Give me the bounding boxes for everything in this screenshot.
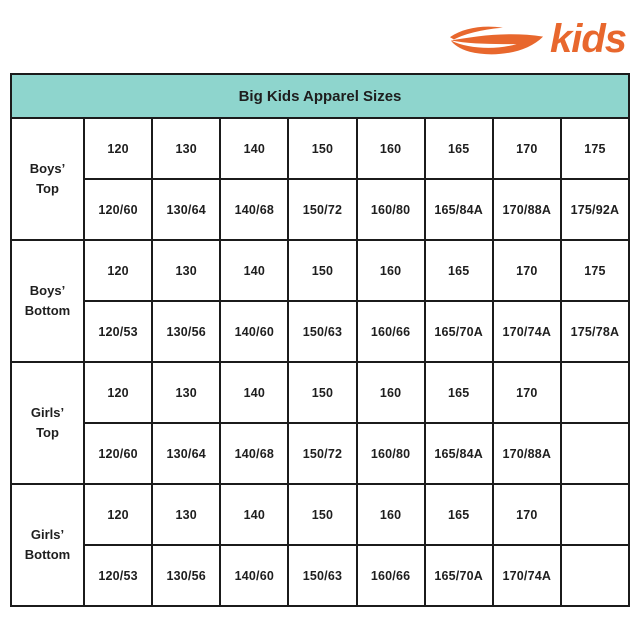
size-cell: 150 [288, 240, 356, 301]
table-row [11, 240, 629, 301]
size-cell: 165 [425, 240, 493, 301]
size-cell: 130 [152, 362, 220, 423]
anta-swoosh-icon [448, 23, 546, 59]
size-cell: 160 [357, 240, 425, 301]
detail-size-cell: 165/84A [425, 179, 493, 240]
size-cell: 170 [493, 240, 561, 301]
detail-size-cell-empty [561, 545, 629, 606]
detail-size-cell: 130/56 [152, 301, 220, 362]
size-chart-table [10, 73, 630, 607]
table-row [11, 179, 629, 240]
brand-logo [448, 16, 630, 62]
size-cell: 170 [493, 484, 561, 545]
size-cell: 130 [152, 240, 220, 301]
size-cell: 175 [561, 240, 629, 301]
group-label-boys-top [11, 118, 84, 240]
group-label-line: Top [36, 425, 59, 440]
detail-size-cell: 170/88A [493, 179, 561, 240]
detail-size-cell: 165/70A [425, 301, 493, 362]
table-title-row [11, 74, 629, 118]
table-row [11, 301, 629, 362]
size-cell: 150 [288, 484, 356, 545]
group-label-line: Bottom [24, 547, 71, 562]
detail-size-cell: 140/60 [220, 301, 288, 362]
size-cell: 160 [357, 484, 425, 545]
detail-size-cell: 160/80 [357, 423, 425, 484]
size-cell-empty [561, 484, 629, 545]
group-label-line: Girls’ [30, 404, 65, 420]
detail-size-cell: 165/70A [425, 545, 493, 606]
detail-size-cell: 120/53 [84, 301, 152, 362]
size-cell: 140 [220, 362, 288, 423]
size-cell: 160 [357, 362, 425, 423]
size-cell: 120 [84, 362, 152, 423]
size-cell: 165 [425, 484, 493, 545]
detail-size-cell: 150/63 [288, 301, 356, 362]
detail-size-cell: 170/74A [493, 545, 561, 606]
size-cell: 130 [152, 118, 220, 179]
size-cell: 140 [220, 484, 288, 545]
detail-size-cell: 120/60 [84, 423, 152, 484]
brand-wordmark: kids [549, 17, 626, 61]
group-label-girls-top [11, 362, 84, 484]
size-cell: 120 [84, 118, 152, 179]
detail-size-cell: 140/68 [220, 423, 288, 484]
detail-size-cell: 130/64 [152, 423, 220, 484]
size-cell: 170 [493, 118, 561, 179]
detail-size-cell: 175/92A [561, 179, 629, 240]
size-cell: 120 [84, 240, 152, 301]
group-label-line: Boys’ [29, 160, 66, 176]
size-cell: 170 [493, 362, 561, 423]
detail-size-cell: 165/84A [425, 423, 493, 484]
size-cell: 150 [288, 362, 356, 423]
detail-size-cell: 120/53 [84, 545, 152, 606]
size-cell: 150 [288, 118, 356, 179]
table-row [11, 545, 629, 606]
detail-size-cell-empty [561, 423, 629, 484]
table-row [11, 362, 629, 423]
size-cell: 175 [561, 118, 629, 179]
group-label-line: Bottom [24, 303, 71, 318]
detail-size-cell: 150/72 [288, 423, 356, 484]
size-cell: 140 [220, 118, 288, 179]
detail-size-cell: 160/66 [357, 545, 425, 606]
size-cell: 160 [357, 118, 425, 179]
table-row [11, 118, 629, 179]
size-cell: 120 [84, 484, 152, 545]
group-label-line: Girls’ [30, 526, 65, 542]
detail-size-cell: 160/66 [357, 301, 425, 362]
detail-size-cell: 170/88A [493, 423, 561, 484]
size-cell: 165 [425, 362, 493, 423]
detail-size-cell: 130/56 [152, 545, 220, 606]
detail-size-cell: 170/74A [493, 301, 561, 362]
detail-size-cell: 175/78A [561, 301, 629, 362]
detail-size-cell: 140/68 [220, 179, 288, 240]
size-cell: 130 [152, 484, 220, 545]
size-cell-empty [561, 362, 629, 423]
size-cell: 140 [220, 240, 288, 301]
group-label-girls-bottom [11, 484, 84, 606]
detail-size-cell: 130/64 [152, 179, 220, 240]
detail-size-cell: 150/72 [288, 179, 356, 240]
size-cell: 165 [425, 118, 493, 179]
group-label-line: Top [36, 181, 59, 196]
table-row [11, 423, 629, 484]
group-label-line: Boys’ [29, 282, 66, 298]
detail-size-cell: 140/60 [220, 545, 288, 606]
table-row [11, 484, 629, 545]
detail-size-cell: 150/63 [288, 545, 356, 606]
detail-size-cell: 160/80 [357, 179, 425, 240]
detail-size-cell: 120/60 [84, 179, 152, 240]
table-title: Big Kids Apparel Sizes [11, 74, 629, 118]
group-label-boys-bottom [11, 240, 84, 362]
